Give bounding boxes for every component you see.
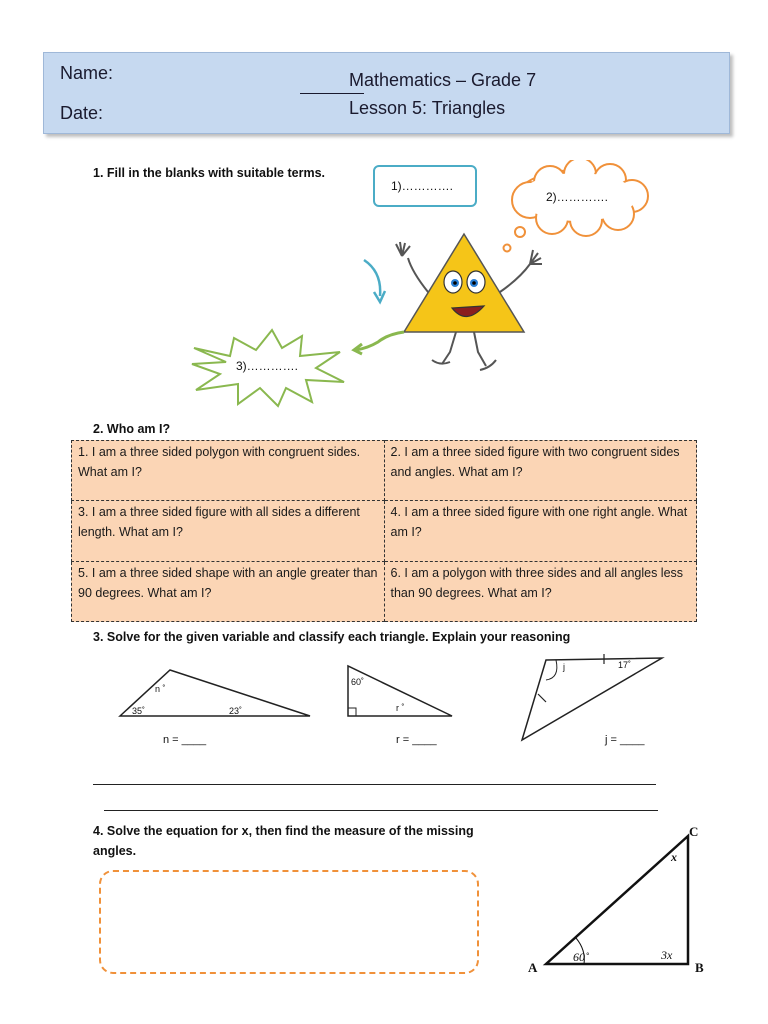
date-label: Date: <box>60 103 104 123</box>
vertex-b-label: B <box>695 960 704 975</box>
angle-c-label: x <box>671 850 677 864</box>
triangle-1-diagram <box>116 664 316 720</box>
who-am-i-table <box>71 440 697 622</box>
vertex-a-label: A <box>528 960 538 975</box>
triangle-3-angle-a: 17˚ <box>618 660 632 670</box>
q4-title-line-1: 4. Solve the equation for x, then find the measure of the missing <box>93 824 474 838</box>
blank-label-1: 1)…………. <box>391 179 454 193</box>
angle-b-label: 3x <box>661 948 673 962</box>
triangle-2-var-label: r ˚ <box>396 703 405 713</box>
blank-label-2: 2)…………. <box>546 190 609 204</box>
triangle-2-answer: r = ____ <box>396 734 437 746</box>
triangle-3-diagram <box>516 652 666 744</box>
triangle-1-var-label: n ˚ <box>155 684 166 694</box>
triangle-3-var-label: j <box>563 662 565 672</box>
header-banner <box>43 52 730 134</box>
who-am-i-cell-3: 3. I am a three sided figure with all sides a different length. What am I? <box>72 501 385 562</box>
triangle-character <box>360 230 560 380</box>
angle-a-label: 60˚ <box>573 950 589 964</box>
blank-label-3: 3)…………. <box>236 359 299 373</box>
triangle-2-angle-a: 60˚ <box>351 677 365 687</box>
q4-title-line-2: angles. <box>93 844 137 858</box>
who-am-i-cell-4: 4. I am a three sided figure with one right angle. What am I? <box>384 501 697 562</box>
name-blank-line <box>300 93 364 94</box>
q2-title: 2. Who am I? <box>93 422 171 436</box>
answer-line-2 <box>104 810 658 811</box>
who-am-i-cell-5: 5. I am a three sided shape with an angle greater than 90 degrees. What am I? <box>72 562 385 622</box>
triangle-1-answer: n = ____ <box>163 734 207 746</box>
who-am-i-cell-2: 2. I am a three sided figure with two congruent sides and angles. What am I? <box>384 441 697 501</box>
q3-title: 3. Solve for the given variable and classify each triangle. Explain your reasoning <box>93 630 571 644</box>
triangle-1-angle-a: 35˚ <box>132 706 146 716</box>
name-label: Name: <box>60 63 114 83</box>
lesson-title: Lesson 5: Triangles <box>349 98 506 118</box>
blank-box-1 <box>373 165 477 207</box>
q1-title: 1. Fill in the blanks with suitable terms. <box>93 166 325 180</box>
green-arrow <box>348 326 408 356</box>
triangle-1-angle-b: 23˚ <box>229 706 243 716</box>
who-am-i-cell-1: 1. I am a three sided polygon with congruent sides. What am I? <box>72 441 385 501</box>
answer-line-1 <box>93 784 656 785</box>
who-am-i-cell-6: 6. I am a polygon with three sides and all angles less than 90 degrees. What am I? <box>384 562 697 622</box>
page-title: Mathematics – Grade 7 <box>349 70 537 90</box>
work-space-box <box>99 870 479 974</box>
vertex-c-label: C <box>689 824 699 839</box>
triangle-3-answer: j = ____ <box>605 734 645 746</box>
